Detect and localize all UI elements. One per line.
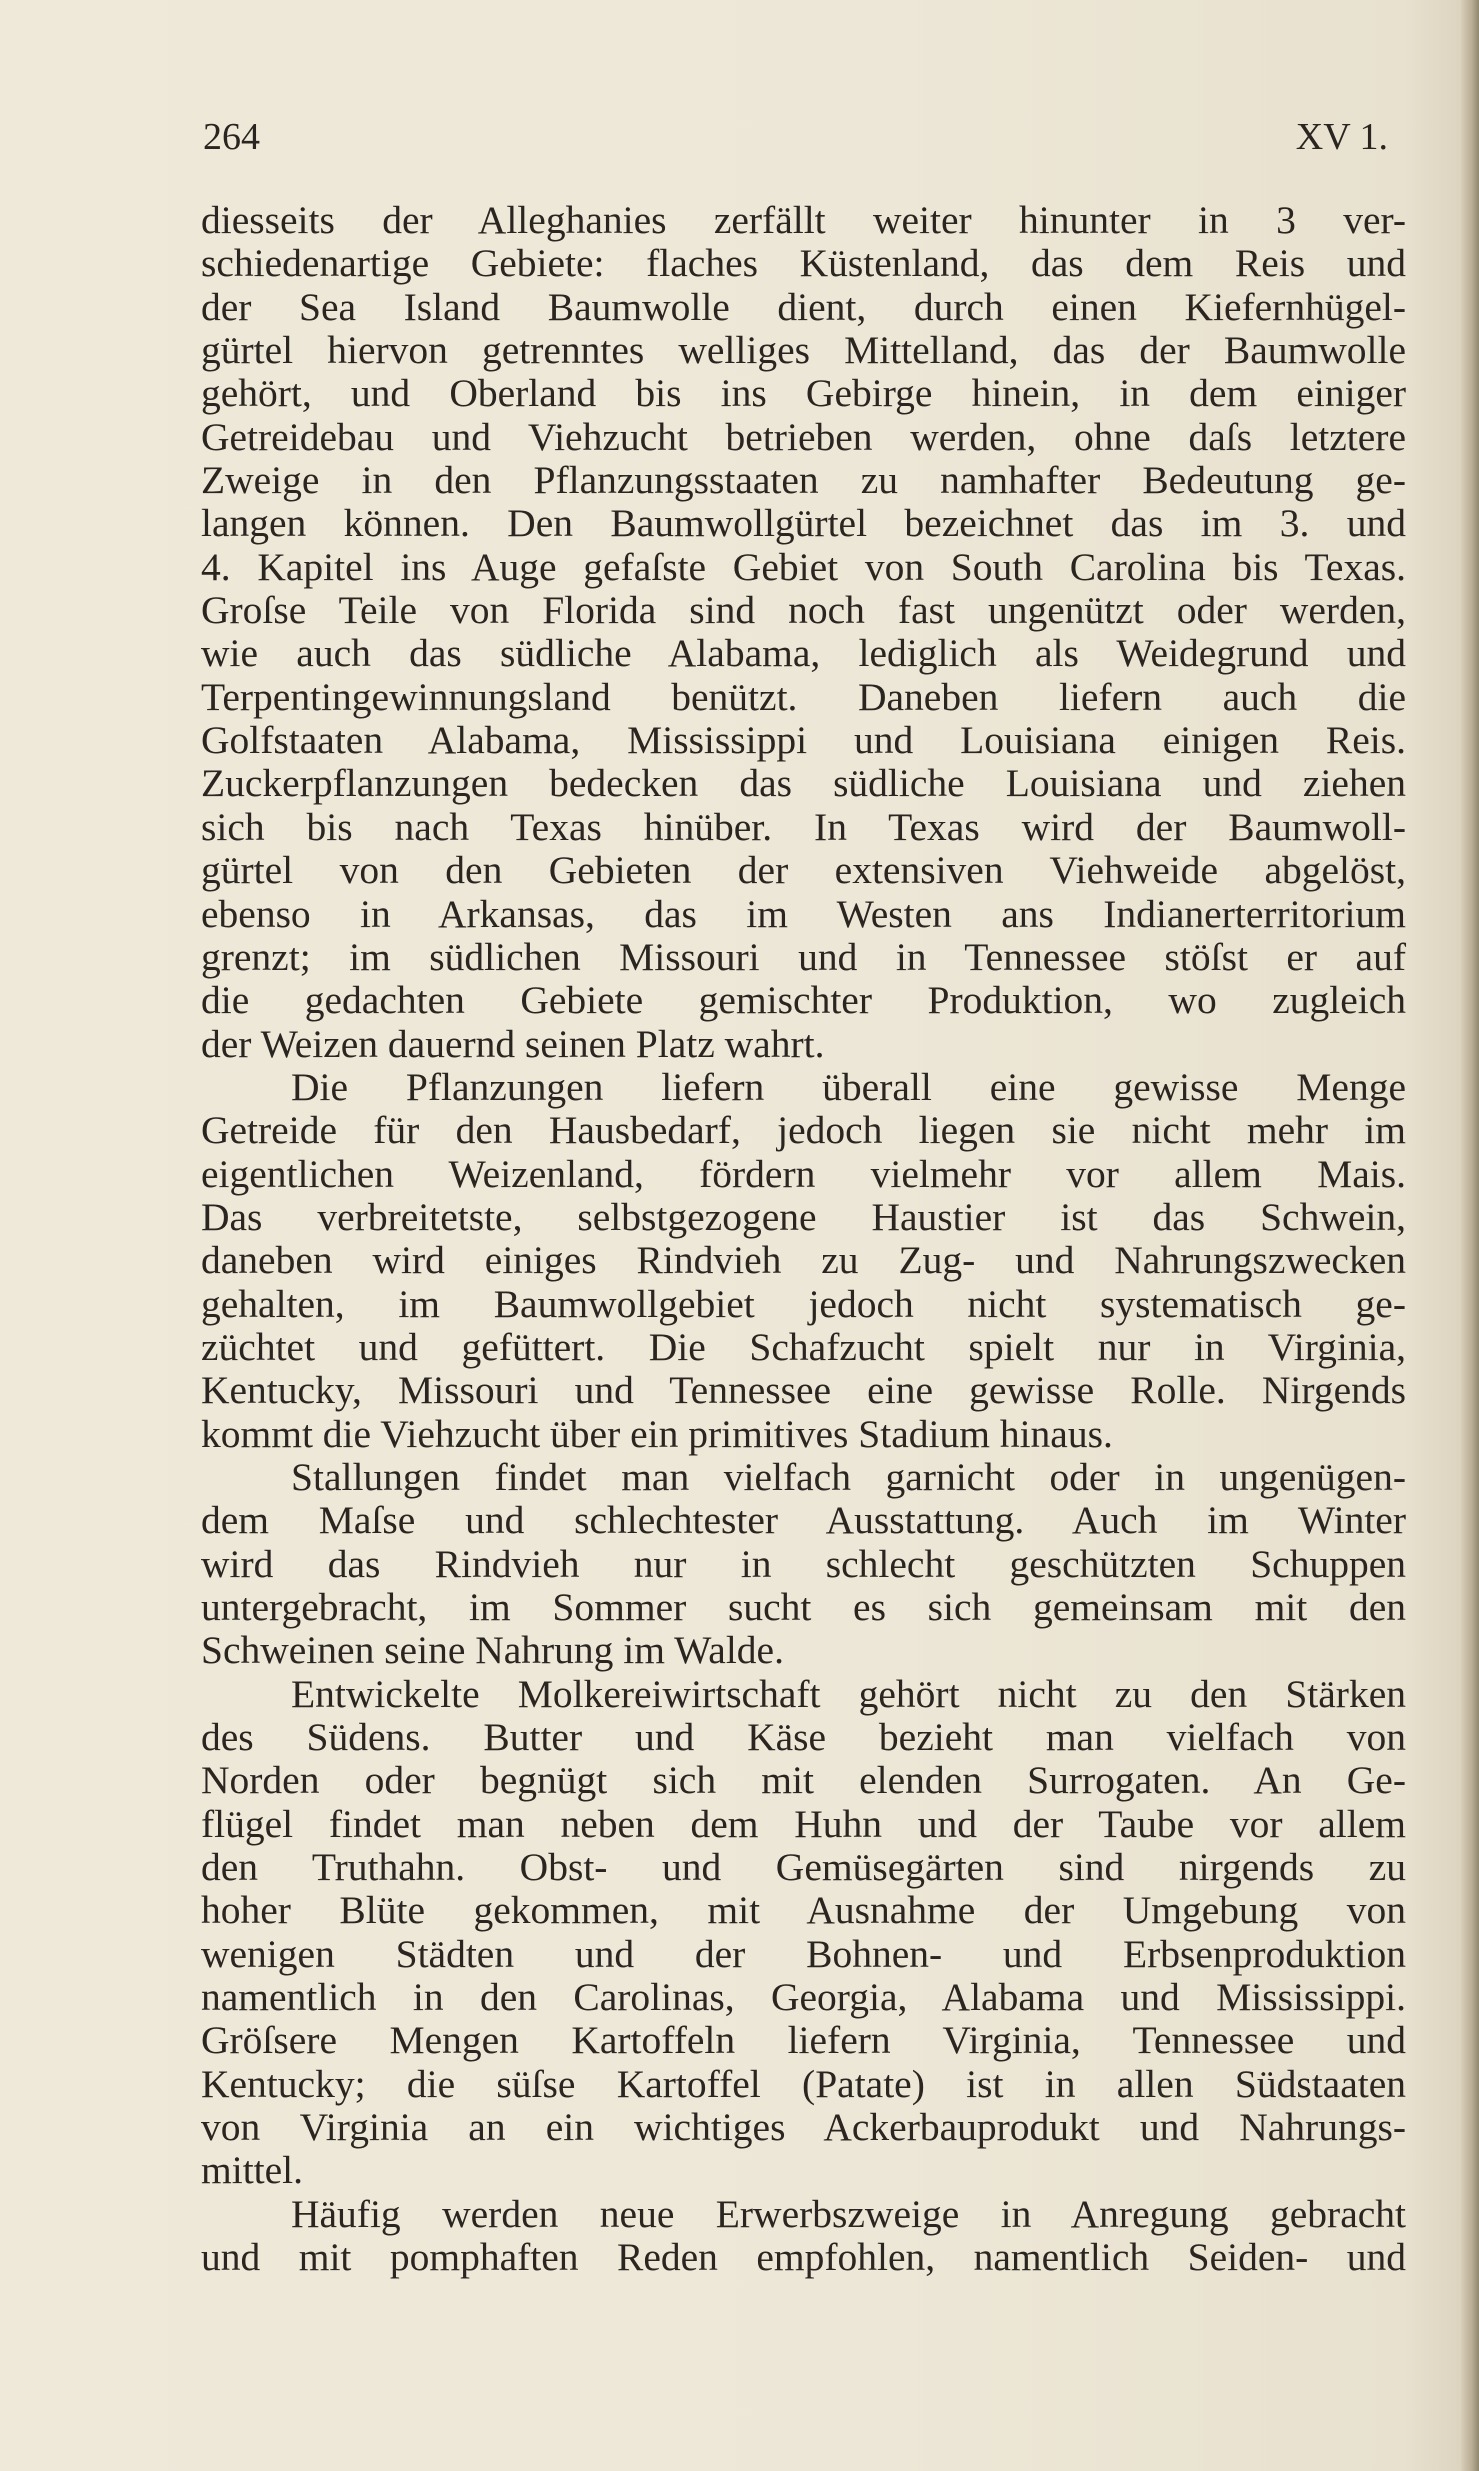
text-line: 4. Kapitel ins Auge gefaſste Gebiet von South Carolina bis Texas. bbox=[201, 544, 1406, 589]
text-line: Die Pflanzungen liefern überall eine gewisse Menge bbox=[291, 1064, 1406, 1109]
text-line: und mit pomphaften Reden empfohlen, namentlich Seiden- und bbox=[201, 2235, 1406, 2280]
text-line: ebenso in Arkansas, das im Westen ans Indianerterritorium bbox=[201, 891, 1406, 936]
text-line: Stallungen findet man vielfach garnicht oder in ungenügen- bbox=[291, 1454, 1406, 1499]
text-line: Das verbreitetste, selbstgezogene Haustier ist das Schwein, bbox=[201, 1194, 1406, 1239]
text-line: wenigen Städten und der Bohnen- und Erbsenproduktion bbox=[201, 1931, 1406, 1976]
text-line: wird das Rindvieh nur in schlecht geschützten Schuppen bbox=[201, 1541, 1406, 1586]
text-line: züchtet und gefüttert. Die Schafzucht spielt nur in Virginia, bbox=[201, 1324, 1406, 1369]
text-line: Getreidebau und Viehzucht betrieben werden, ohne daſs letztere bbox=[201, 414, 1406, 459]
paragraph bbox=[201, 1673, 1406, 2193]
text-line: den Truthahn. Obst- und Gemüsegärten sind nirgends zu bbox=[201, 1845, 1406, 1890]
text-line: gehalten, im Baumwollgebiet jedoch nicht systematisch ge- bbox=[201, 1281, 1406, 1326]
paragraph bbox=[201, 1066, 1406, 1456]
text-line: Terpentingewinnungsland benützt. Daneben liefern auch die bbox=[201, 674, 1406, 719]
text-line: Zweige in den Pflanzungsstaaten zu namhafter Bedeutung ge- bbox=[201, 458, 1406, 503]
text-line: Kentucky, Missouri und Tennessee eine gewisse Rolle. Nirgends bbox=[201, 1368, 1406, 1413]
text-line: dem Maſse und schlechtester Ausstattung. Auch im Winter bbox=[201, 1498, 1406, 1543]
text-line: schiedenartige Gebiete: flaches Küstenland, das dem Reis und bbox=[201, 241, 1406, 286]
text-line: eigentlichen Weizenland, fördern vielmehr vor allem Mais. bbox=[201, 1151, 1406, 1196]
text-line: der Sea Island Baumwolle dient, durch einen Kiefernhügel- bbox=[201, 284, 1406, 329]
page-header bbox=[203, 112, 1388, 162]
text-line: flügel findet man neben dem Huhn und der Taube vor allem bbox=[201, 1801, 1406, 1846]
text-line: die gedachten Gebiete gemischter Produktion, wo zugleich bbox=[201, 978, 1406, 1023]
text-line: untergebracht, im Sommer sucht es sich gemeinsam mit den bbox=[201, 1585, 1406, 1629]
text-line: kommt die Viehzucht über ein primitives Stadium hinaus. bbox=[201, 1411, 1113, 1456]
text-line: Norden oder begnügt sich mit elenden Surrogaten. An Ge- bbox=[201, 1758, 1406, 1803]
text-line: langen können. Den Baumwollgürtel bezeichnet das im 3. und bbox=[201, 501, 1406, 546]
text-line: Entwickelte Molkereiwirtschaft gehört nicht zu den Stärken bbox=[291, 1671, 1406, 1716]
text-line: grenzt; im südlichen Missouri und in Tennessee stöſst er auf bbox=[201, 934, 1406, 979]
text-line: Schweinen seine Nahrung im Walde. bbox=[201, 1628, 784, 1673]
text-line: hoher Blüte gekommen, mit Ausnahme der Umgebung von bbox=[201, 1888, 1406, 1933]
paragraph bbox=[201, 2193, 1406, 2280]
text-line: Zuckerpflanzungen bedecken das südliche Louisiana und ziehen bbox=[201, 761, 1406, 806]
text-line: wie auch das südliche Alabama, lediglich als Weidegrund und bbox=[201, 631, 1406, 676]
text-line: sich bis nach Texas hinüber. In Texas wird der Baumwoll- bbox=[201, 804, 1406, 849]
running-head: XV 1. bbox=[1295, 116, 1388, 158]
text-line: des Südens. Butter und Käse bezieht man vielfach von bbox=[201, 1715, 1406, 1760]
text-line: Gröſsere Mengen Kartoffeln liefern Virginia, Tennessee und bbox=[201, 2018, 1406, 2063]
page-edge-shadow bbox=[1461, 0, 1479, 2471]
text-line: gürtel von den Gebieten der extensiven Viehweide abgelöst, bbox=[201, 848, 1406, 893]
text-line: Kentucky; die süſse Kartoffel (Patate) ist in allen Südstaaten bbox=[201, 2061, 1406, 2106]
text-line: Golfstaaten Alabama, Mississippi und Louisiana einigen Reis. bbox=[201, 718, 1406, 763]
text-line: namentlich in den Carolinas, Georgia, Alabama und Mississippi. bbox=[201, 1975, 1406, 2020]
paragraph bbox=[201, 199, 1406, 1066]
text-line: diesseits der Alleghanies zerfällt weiter hinunter in 3 ver- bbox=[201, 198, 1406, 242]
text-line: Getreide für den Hausbedarf, jedoch liegen sie nicht mehr im bbox=[201, 1108, 1406, 1153]
text-line: daneben wird einiges Rindvieh zu Zug- und Nahrungszwecken bbox=[201, 1238, 1406, 1283]
text-line: der Weizen dauernd seinen Platz wahrt. bbox=[201, 1021, 825, 1066]
text-line: von Virginia an ein wichtiges Ackerbauprodukt und Nahrungs- bbox=[201, 2105, 1406, 2150]
page-number: 264 bbox=[203, 116, 260, 158]
text-line: gehört, und Oberland bis ins Gebirge hinein, in dem einiger bbox=[201, 371, 1406, 416]
text-line: gürtel hiervon getrenntes welliges Mittelland, das der Baumwolle bbox=[201, 328, 1406, 373]
paragraph bbox=[201, 1456, 1406, 1673]
text-line: mittel. bbox=[201, 2148, 304, 2193]
text-line: Häufig werden neue Erwerbszweige in Anregung gebracht bbox=[291, 2191, 1406, 2236]
body-text bbox=[201, 199, 1406, 2279]
text-line: Groſse Teile von Florida sind noch fast ungenützt oder werden, bbox=[201, 588, 1406, 633]
